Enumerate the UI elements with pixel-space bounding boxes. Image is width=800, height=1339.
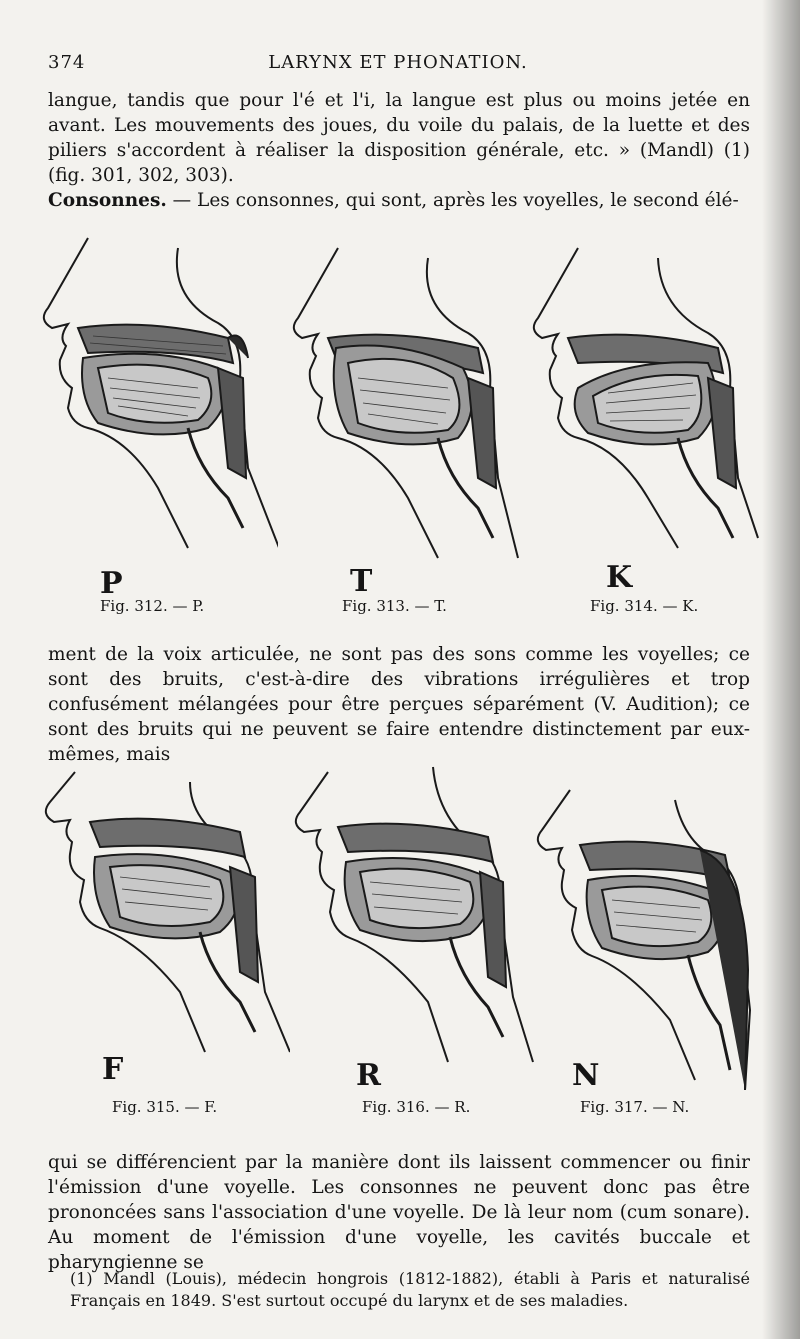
figure-313-caption: Fig. 313. — T. [342,597,447,615]
paragraph-bottom-text: qui se différencient par la manière dont ils laissent commencer ou finir l'émission d'une voyelle. Les consonnes ne peuvent donc pas être prononcées sans l'association d'une voyelle. De là leur nom (cum sonare). Au moment de l'émission d'une voyelle, les cavités buccale et pharyngienne se [48,1152,750,1273]
figure-313 [278,238,523,608]
figure-314-illustration [518,238,768,568]
figure-315-letter: F [102,1052,124,1087]
figure-316-letter: R [356,1058,381,1093]
figure-315-caption: Fig. 315. — F. [112,1098,218,1116]
figure-316-illustration [288,762,538,1092]
consonnes-paragraph [48,188,750,213]
running-head [48,52,748,80]
figure-312-caption: Fig. 312. — P. [100,597,205,615]
paragraph-top-text: langue, tandis que pour l'é et l'i, la langue est plus ou moins jetée en avant. Les mouvements des joues, du voile du palais, de la luette et des piliers s'accordent à réaliser la disposition générale, etc. » (Mandl) (1) (fig. 301, 302, 303). [48,90,750,186]
consonnes-heading: Consonnes. [48,190,167,211]
figure-312-illustration [28,228,278,558]
footnote-text: (1) Mandl (Louis), médecin hongrois (1812-1882), établi à Paris et naturalisé Français en 1849. S'est surtout occupé du larynx et de ses maladies. [70,1269,750,1310]
footnote [70,1268,750,1312]
figure-314-letter: K [606,560,633,595]
paragraph-top [48,88,750,213]
figure-316 [288,762,533,1132]
paragraph-middle-text: ment de la voix articulée, ne sont pas des sons comme les voyelles; ce sont des bruits, c'est-à-dire des vibrations irrégulières et trop confusément mélangées pour être perçues séparément (V. Audition); ce sont des bruits qui ne peuvent se faire entendre distinctement par eux-mêmes, mais [48,644,750,765]
page-number: 374 [48,52,86,73]
figure-317-letter: N [572,1058,600,1093]
figure-317-caption: Fig. 317. — N. [580,1098,690,1116]
figure-315 [40,762,285,1132]
figure-313-letter: T [350,564,373,599]
figure-317-illustration [530,770,780,1100]
figure-315-illustration [40,762,290,1092]
figure-313-illustration [278,238,528,568]
consonnes-text: — Les consonnes, qui sont, après les voyelles, le second élé- [166,190,739,211]
figure-314-caption: Fig. 314. — K. [590,597,699,615]
paragraph-bottom [48,1150,750,1275]
figure-312 [28,228,273,601]
running-title: LARYNX ET PHONATION. [268,52,528,73]
figure-317 [530,770,775,1140]
figure-314 [518,238,763,608]
paragraph-middle [48,642,750,767]
figure-316-caption: Fig. 316. — R. [362,1098,471,1116]
figure-312-letter: P [100,566,123,601]
